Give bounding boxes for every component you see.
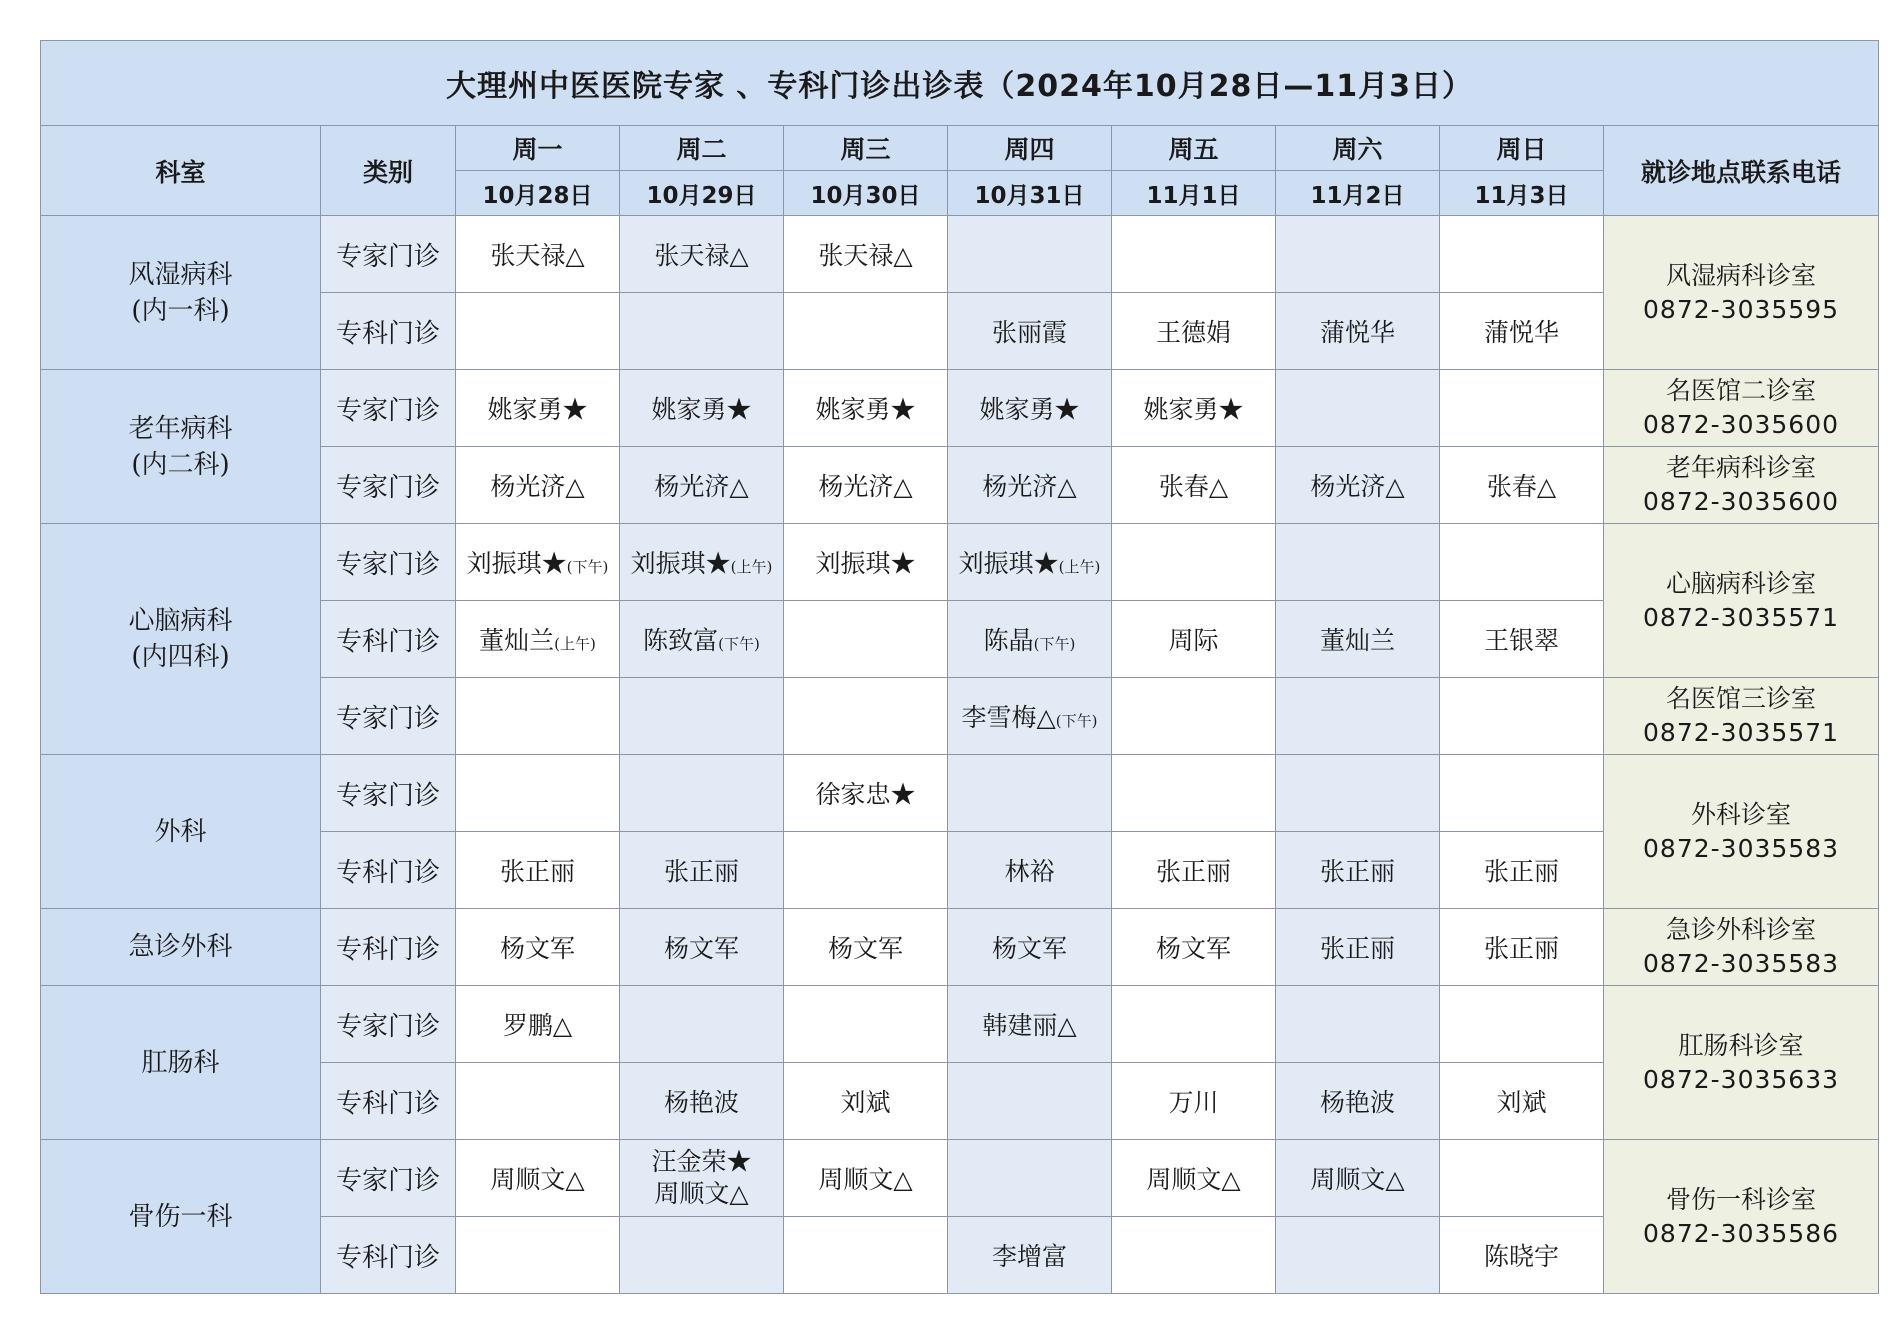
location-name: 名医馆三诊室 bbox=[1666, 684, 1817, 713]
header-location: 就诊地点联系电话 bbox=[1604, 126, 1879, 216]
doctor-cell bbox=[1112, 1063, 1276, 1140]
doctor-cell bbox=[456, 909, 620, 986]
doctor-cell bbox=[1276, 447, 1440, 524]
header-category: 类别 bbox=[321, 126, 456, 216]
category-cell: 专家门诊 bbox=[321, 1140, 456, 1217]
doctor-cell bbox=[784, 755, 948, 832]
location-name: 心脑病科诊室 bbox=[1666, 568, 1817, 598]
doctor-cell bbox=[456, 524, 620, 601]
doctor-name: 蒲悦华 bbox=[1483, 318, 1559, 347]
table-row bbox=[41, 216, 1879, 293]
doctor-cell bbox=[1276, 755, 1440, 832]
doctor-name: 姚家勇★ bbox=[815, 395, 916, 424]
doctor-cell bbox=[1276, 216, 1440, 293]
location-cell bbox=[1604, 986, 1879, 1140]
doctor-name: 周顺文△ bbox=[1146, 1165, 1241, 1194]
doctor-cell bbox=[1440, 986, 1604, 1063]
doctor-cell bbox=[784, 909, 948, 986]
doctor-name: 罗鹏△ bbox=[502, 1011, 573, 1040]
doctor-cell bbox=[1440, 832, 1604, 909]
doctor-name: 张春△ bbox=[1158, 472, 1229, 501]
category-cell: 专家门诊 bbox=[321, 370, 456, 447]
department-name-line: 急诊外科 bbox=[128, 932, 233, 962]
doctor-cell bbox=[1112, 909, 1276, 986]
doctor-name: 陈晓宇 bbox=[1483, 1242, 1559, 1271]
location-name: 老年病科诊室 bbox=[1666, 453, 1817, 482]
doctor-name: 杨艳波 bbox=[663, 1088, 739, 1117]
table-row bbox=[41, 909, 1879, 986]
department-name-line: (内二科) bbox=[131, 449, 230, 480]
category-cell: 专科门诊 bbox=[321, 601, 456, 678]
doctor-cell bbox=[1440, 370, 1604, 447]
location-phone: 0872-3035571 bbox=[1643, 602, 1839, 632]
doctor-name: 张丽霞 bbox=[991, 318, 1067, 347]
doctor-cell bbox=[948, 216, 1112, 293]
table-row bbox=[41, 1140, 1879, 1217]
doctor-name: 张正丽 bbox=[1319, 934, 1395, 963]
category-cell: 专家门诊 bbox=[321, 755, 456, 832]
department-name bbox=[41, 524, 321, 755]
doctor-cell bbox=[1112, 216, 1276, 293]
doctor-name: 周顺文△ bbox=[490, 1165, 585, 1194]
doctor-cell bbox=[1440, 447, 1604, 524]
doctor-cell bbox=[1440, 1063, 1604, 1140]
category-cell: 专家门诊 bbox=[321, 524, 456, 601]
category-cell: 专科门诊 bbox=[321, 293, 456, 370]
doctor-cell bbox=[948, 370, 1112, 447]
location-cell bbox=[1604, 909, 1879, 986]
doctor-cell bbox=[620, 370, 784, 447]
category-cell: 专科门诊 bbox=[321, 909, 456, 986]
doctor-cell bbox=[784, 447, 948, 524]
header-date: 10月31日 bbox=[948, 171, 1112, 216]
table-row bbox=[41, 370, 1879, 447]
doctor-cell bbox=[784, 832, 948, 909]
department-name bbox=[41, 216, 321, 370]
table-row bbox=[41, 755, 1879, 832]
doctor-cell bbox=[1440, 755, 1604, 832]
table-row bbox=[41, 524, 1879, 601]
header-day: 周日 bbox=[1440, 126, 1604, 171]
doctor-cell bbox=[1276, 1063, 1440, 1140]
doctor-cell bbox=[620, 216, 784, 293]
header-date: 11月1日 bbox=[1112, 171, 1276, 216]
doctor-cell bbox=[1112, 524, 1276, 601]
session-note: (下午) bbox=[566, 558, 609, 576]
doctor-name: 汪金荣★ bbox=[651, 1147, 752, 1176]
doctor-cell bbox=[456, 1217, 620, 1294]
header-day: 周二 bbox=[620, 126, 784, 171]
doctor-cell bbox=[456, 832, 620, 909]
category-cell: 专家门诊 bbox=[321, 678, 456, 755]
doctor-cell bbox=[620, 447, 784, 524]
doctor-cell bbox=[1276, 678, 1440, 755]
doctor-name: 张正丽 bbox=[663, 857, 739, 886]
doctor-cell bbox=[1440, 524, 1604, 601]
doctor-cell bbox=[784, 601, 948, 678]
session-note: (下午) bbox=[1033, 635, 1076, 653]
session-note: (上午) bbox=[1058, 558, 1101, 576]
location-phone: 0872-3035633 bbox=[1643, 1064, 1839, 1094]
doctor-cell bbox=[456, 601, 620, 678]
doctor-cell bbox=[948, 293, 1112, 370]
doctor-cell bbox=[1276, 986, 1440, 1063]
doctor-name: 张天禄△ bbox=[654, 241, 749, 270]
doctor-cell bbox=[620, 601, 784, 678]
department-name-line: 外科 bbox=[154, 816, 207, 847]
doctor-cell bbox=[1112, 755, 1276, 832]
doctor-name: 韩建丽△ bbox=[982, 1011, 1077, 1040]
header-date: 10月29日 bbox=[620, 171, 784, 216]
category-cell: 专家门诊 bbox=[321, 447, 456, 524]
doctor-name: 张天禄△ bbox=[818, 241, 913, 270]
doctor-cell bbox=[456, 1063, 620, 1140]
doctor-cell bbox=[620, 524, 784, 601]
location-phone: 0872-3035571 bbox=[1643, 718, 1839, 747]
schedule-sheet bbox=[40, 40, 1878, 1294]
doctor-name: 周顺文△ bbox=[654, 1179, 749, 1208]
header-department: 科室 bbox=[41, 126, 321, 216]
doctor-cell bbox=[456, 293, 620, 370]
doctor-cell bbox=[1112, 832, 1276, 909]
doctor-name: 张正丽 bbox=[1155, 857, 1231, 886]
doctor-name: 张正丽 bbox=[1483, 934, 1559, 963]
doctor-cell bbox=[1276, 601, 1440, 678]
doctor-name: 杨光济△ bbox=[490, 472, 585, 501]
doctor-name: 杨文军 bbox=[1155, 934, 1231, 963]
header-day: 周六 bbox=[1276, 126, 1440, 171]
doctor-cell bbox=[620, 1063, 784, 1140]
location-phone: 0872-3035586 bbox=[1643, 1218, 1839, 1248]
doctor-name: 周顺文△ bbox=[818, 1165, 913, 1194]
doctor-name: 杨光济△ bbox=[982, 472, 1077, 501]
location-name: 肛肠科诊室 bbox=[1678, 1030, 1804, 1060]
doctor-cell bbox=[1440, 678, 1604, 755]
location-cell bbox=[1604, 755, 1879, 909]
doctor-name: 姚家勇★ bbox=[651, 395, 752, 424]
schedule-table bbox=[40, 40, 1879, 1294]
doctor-name: 刘振琪★ bbox=[815, 549, 916, 578]
category-cell: 专科门诊 bbox=[321, 1217, 456, 1294]
location-cell bbox=[1604, 524, 1879, 678]
doctor-name: 林裕 bbox=[1004, 857, 1055, 886]
doctor-name: 杨文军 bbox=[499, 934, 575, 963]
location-phone: 0872-3035600 bbox=[1643, 410, 1839, 439]
doctor-name: 杨文军 bbox=[827, 934, 903, 963]
doctor-cell bbox=[620, 293, 784, 370]
doctor-cell bbox=[948, 678, 1112, 755]
doctor-name: 刘斌 bbox=[1496, 1088, 1547, 1117]
department-name-line: 老年病科 bbox=[128, 413, 233, 444]
doctor-name: 周顺文△ bbox=[1310, 1165, 1405, 1194]
location-name: 骨伤一科诊室 bbox=[1666, 1184, 1817, 1214]
page-title: 大理州中医医院专家 、专科门诊出诊表（2024年10月28日—11月3日） bbox=[41, 41, 1879, 126]
doctor-name: 张正丽 bbox=[1319, 857, 1395, 886]
doctor-cell bbox=[1440, 293, 1604, 370]
doctor-cell bbox=[948, 986, 1112, 1063]
category-cell: 专家门诊 bbox=[321, 216, 456, 293]
doctor-cell bbox=[1112, 1217, 1276, 1294]
header-date: 11月3日 bbox=[1440, 171, 1604, 216]
doctor-name: 蒲悦华 bbox=[1319, 318, 1395, 347]
doctor-name: 姚家勇★ bbox=[979, 395, 1080, 424]
doctor-cell bbox=[948, 1063, 1112, 1140]
doctor-cell bbox=[620, 755, 784, 832]
doctor-cell bbox=[948, 909, 1112, 986]
department-name-line: 心脑病科 bbox=[128, 606, 233, 636]
header-date: 10月28日 bbox=[456, 171, 620, 216]
doctor-cell bbox=[1440, 216, 1604, 293]
doctor-cell bbox=[784, 370, 948, 447]
category-cell: 专家门诊 bbox=[321, 986, 456, 1063]
doctor-cell bbox=[784, 524, 948, 601]
doctor-cell bbox=[1440, 909, 1604, 986]
location-phone: 0872-3035595 bbox=[1643, 294, 1839, 324]
doctor-cell bbox=[456, 986, 620, 1063]
department-name-line: 肛肠科 bbox=[141, 1047, 220, 1078]
location-cell bbox=[1604, 370, 1879, 447]
doctor-name: 杨文军 bbox=[663, 934, 739, 963]
department-name bbox=[41, 1140, 321, 1294]
doctor-cell bbox=[620, 678, 784, 755]
doctor-cell bbox=[948, 755, 1112, 832]
doctor-cell bbox=[1112, 678, 1276, 755]
doctor-name: 董灿兰 bbox=[479, 626, 555, 655]
session-note: (上午) bbox=[554, 635, 596, 653]
doctor-cell bbox=[948, 1140, 1112, 1217]
doctor-cell bbox=[1112, 447, 1276, 524]
location-cell bbox=[1604, 216, 1879, 370]
doctor-cell bbox=[1276, 293, 1440, 370]
location-cell bbox=[1604, 1140, 1879, 1294]
table-row bbox=[41, 986, 1879, 1063]
doctor-cell bbox=[784, 678, 948, 755]
doctor-name: 周际 bbox=[1168, 626, 1219, 655]
header-day: 周四 bbox=[948, 126, 1112, 171]
session-note: (上午) bbox=[730, 558, 773, 576]
session-note: (下午) bbox=[1055, 712, 1098, 730]
doctor-cell bbox=[620, 909, 784, 986]
doctor-cell bbox=[1276, 1217, 1440, 1294]
doctor-name: 陈致富 bbox=[643, 626, 719, 655]
session-note: (下午) bbox=[718, 635, 760, 653]
header-date: 11月2日 bbox=[1276, 171, 1440, 216]
doctor-name: 董灿兰 bbox=[1319, 626, 1395, 655]
doctor-name: 万川 bbox=[1168, 1088, 1219, 1117]
doctor-cell bbox=[620, 832, 784, 909]
doctor-cell bbox=[948, 524, 1112, 601]
doctor-cell bbox=[1112, 1140, 1276, 1217]
doctor-name: 徐家忠★ bbox=[815, 780, 916, 809]
schedule-body bbox=[41, 216, 1879, 1294]
header-day: 周三 bbox=[784, 126, 948, 171]
department-name bbox=[41, 755, 321, 909]
doctor-cell bbox=[1276, 370, 1440, 447]
location-name: 急诊外科诊室 bbox=[1666, 915, 1817, 944]
doctor-name: 王银翠 bbox=[1483, 626, 1559, 655]
header-date: 10月30日 bbox=[784, 171, 948, 216]
doctor-cell bbox=[948, 832, 1112, 909]
doctor-cell bbox=[456, 755, 620, 832]
department-name-line: 骨伤一科 bbox=[128, 1201, 233, 1232]
location-name: 风湿病科诊室 bbox=[1666, 260, 1817, 290]
location-phone: 0872-3035583 bbox=[1643, 949, 1839, 978]
doctor-cell bbox=[784, 1217, 948, 1294]
doctor-name: 王德娟 bbox=[1155, 318, 1231, 347]
department-name-line: (内四科) bbox=[131, 642, 230, 672]
category-cell: 专科门诊 bbox=[321, 832, 456, 909]
location-cell bbox=[1604, 678, 1879, 755]
department-name bbox=[41, 909, 321, 986]
location-name: 名医馆二诊室 bbox=[1666, 376, 1817, 405]
doctor-cell bbox=[620, 1140, 784, 1217]
header-day: 周五 bbox=[1112, 126, 1276, 171]
doctor-cell bbox=[948, 447, 1112, 524]
doctor-cell bbox=[620, 1217, 784, 1294]
doctor-cell bbox=[948, 1217, 1112, 1294]
doctor-cell bbox=[784, 293, 948, 370]
doctor-cell bbox=[784, 216, 948, 293]
doctor-cell bbox=[1112, 601, 1276, 678]
doctor-name: 陈晶 bbox=[983, 626, 1034, 655]
location-phone: 0872-3035600 bbox=[1643, 487, 1839, 516]
doctor-name: 张天禄△ bbox=[490, 241, 585, 270]
department-name bbox=[41, 986, 321, 1140]
doctor-cell bbox=[456, 1140, 620, 1217]
location-cell bbox=[1604, 447, 1879, 524]
doctor-name: 李雪梅△ bbox=[961, 703, 1056, 732]
doctor-name: 姚家勇★ bbox=[487, 395, 588, 424]
doctor-cell bbox=[948, 601, 1112, 678]
doctor-cell bbox=[1440, 601, 1604, 678]
doctor-cell bbox=[1276, 909, 1440, 986]
doctor-cell bbox=[784, 1063, 948, 1140]
doctor-name: 姚家勇★ bbox=[1143, 395, 1244, 424]
doctor-cell bbox=[1440, 1217, 1604, 1294]
doctor-cell bbox=[456, 216, 620, 293]
doctor-cell bbox=[456, 447, 620, 524]
category-cell: 专科门诊 bbox=[321, 1063, 456, 1140]
doctor-cell bbox=[1112, 293, 1276, 370]
doctor-cell bbox=[1276, 1140, 1440, 1217]
doctor-name: 张春△ bbox=[1486, 472, 1557, 501]
doctor-name: 杨光济△ bbox=[654, 472, 749, 501]
doctor-cell bbox=[1112, 370, 1276, 447]
doctor-cell bbox=[620, 986, 784, 1063]
doctor-name: 杨艳波 bbox=[1319, 1088, 1395, 1117]
doctor-name: 杨文军 bbox=[991, 934, 1067, 963]
doctor-name: 刘振琪★ bbox=[630, 549, 731, 578]
department-name-line: 风湿病科 bbox=[128, 259, 233, 290]
doctor-name: 张正丽 bbox=[499, 857, 575, 886]
doctor-name: 杨光济△ bbox=[818, 472, 913, 501]
header-day: 周一 bbox=[456, 126, 620, 171]
doctor-name: 李增富 bbox=[991, 1242, 1067, 1271]
doctor-cell bbox=[1276, 832, 1440, 909]
doctor-name: 刘振琪★ bbox=[958, 549, 1059, 578]
doctor-cell bbox=[1112, 986, 1276, 1063]
doctor-cell bbox=[1440, 1140, 1604, 1217]
doctor-cell bbox=[456, 678, 620, 755]
location-phone: 0872-3035583 bbox=[1643, 833, 1839, 863]
doctor-name: 刘斌 bbox=[840, 1088, 891, 1117]
doctor-cell bbox=[784, 986, 948, 1063]
doctor-cell bbox=[1276, 524, 1440, 601]
department-name-line: (内一科) bbox=[131, 295, 230, 326]
department-name bbox=[41, 370, 321, 524]
doctor-name: 刘振琪★ bbox=[466, 549, 567, 578]
doctor-cell bbox=[456, 370, 620, 447]
doctor-cell bbox=[784, 1140, 948, 1217]
doctor-name: 张正丽 bbox=[1483, 857, 1559, 886]
doctor-name: 杨光济△ bbox=[1310, 472, 1405, 501]
location-name: 外科诊室 bbox=[1691, 799, 1792, 829]
